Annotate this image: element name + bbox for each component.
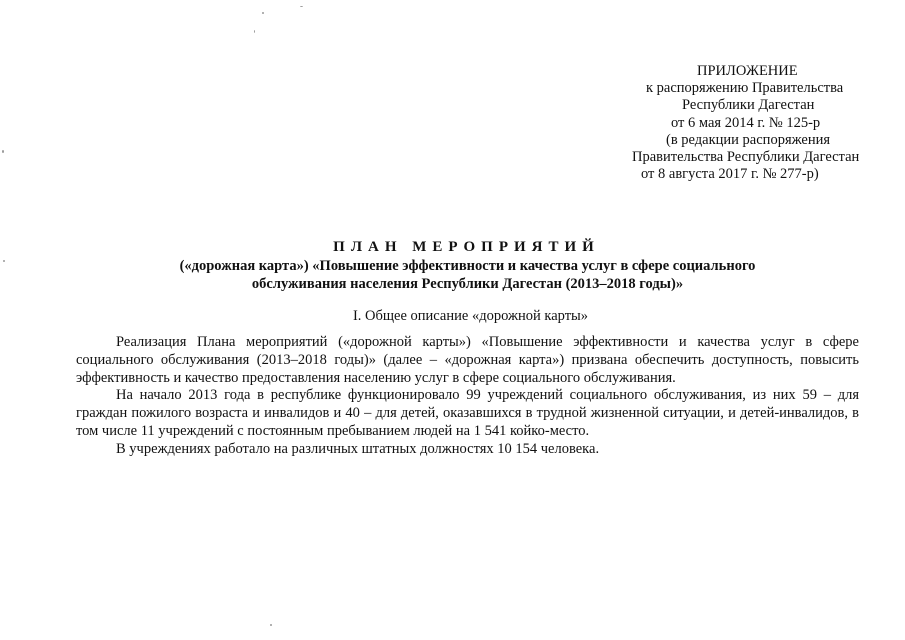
plan-subtitle-line: («дорожная карта») «Повышение эффективности и качества услуг в сфере социального (179, 258, 756, 274)
appendix-block (600, 63, 900, 183)
section-heading: I. Общее описание «дорожной карты» (352, 308, 589, 324)
scan-speck (2, 150, 4, 153)
appendix-line: (в редакции распоряжения (666, 131, 831, 148)
appendix-date: от 6 мая 2014 г. № 125-р (671, 114, 821, 131)
plan-title: ПЛАН МЕРОПРИЯТИЙ (333, 239, 600, 255)
appendix-heading: ПРИЛОЖЕНИЕ (697, 63, 798, 79)
scan-speck (270, 624, 272, 626)
plan-subtitle-line: обслуживания населения Республики Дагестан (2013–2018 годы)» (251, 275, 684, 292)
appendix-date: от 8 августа 2017 г. № 277-р) (641, 166, 819, 183)
appendix-line: Республики Дагестан (682, 97, 815, 114)
paragraph: На начало 2013 года в республике функционировало 99 учреждений социального обслуживания, из них 59 – для граждан пожилого возраста и инвалидов и 40 – для детей, оказавшихся в трудной жизненной ситуации, и детей-инвалидов, в том числе 11 учреждений с постоянным пребыванием людей на 1 541 койко-место. (76, 387, 859, 439)
paragraph: В учреждениях работало на различных штатных должностях 10 154 человека. (116, 440, 600, 457)
plan-subtitle (0, 258, 905, 293)
section-body (76, 334, 859, 459)
appendix-line: Правительства Республики Дагестан (632, 149, 860, 166)
paragraph: Реализация Плана мероприятий («дорожной карты») «Повышение эффективности и качества услуг в сфере социального обслуживания (2013–2018 годы)» (далее – «дорожная карта») призвана обеспечить доступность, повысить эффективность и качество предоставления населению услуг в сфере социального обслуживания. (76, 334, 859, 386)
scan-speck (300, 6, 303, 7)
appendix-line: к распоряжению Правительства (646, 80, 844, 97)
scan-speck (254, 30, 255, 33)
scan-speck (262, 12, 264, 14)
